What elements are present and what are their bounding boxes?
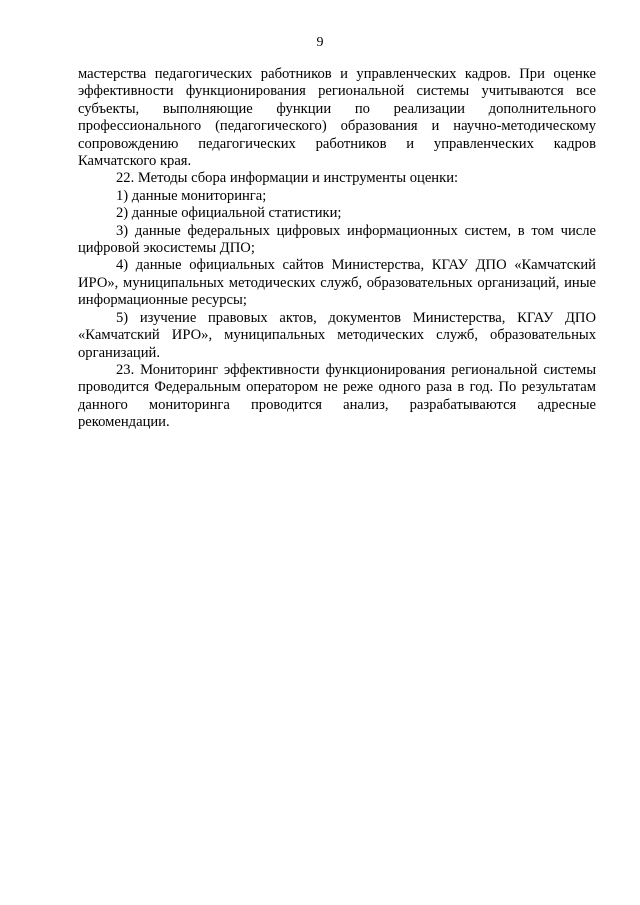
list-item-5: 5) изучение правовых актов, документов Министерства, КГАУ ДПО «Камчатский ИРО», муниципальных методических служб, образовательных организаций. <box>78 309 596 361</box>
paragraph-continuation: мастерства педагогических работников и управленческих кадров. При оценке эффективности функционирования региональной системы учитываются все субъекты, выполняющие функции по реализации дополнительного профессионального (педагогического) образования и научно-методическому сопровождению педагогических работников и управленческих кадров Камчатского края. <box>78 66 596 170</box>
page-number: 9 <box>316 35 324 50</box>
list-item-3: 3) данные федеральных цифровых информационных систем, в том числе цифровой экосистемы ДПО; <box>78 222 596 257</box>
list-item-4: 4) данные официальных сайтов Министерства, КГАУ ДПО «Камчатский ИРО», муниципальных методических служб, образовательных организаций, иные информационные ресурсы; <box>78 257 596 309</box>
paragraph-item-22: 22. Методы сбора информации и инструменты оценки: <box>116 170 459 187</box>
list-item-2: 2) данные официальной статистики; <box>116 205 342 222</box>
paragraph-item-23: 23. Мониторинг эффективности функционирования региональной системы проводится Федеральным оператором не реже одного раза в год. По результатам данного мониторинга проводится анализ, разрабатываются адресные рекомендации. <box>78 361 596 431</box>
list-item-1: 1) данные мониторинга; <box>116 187 267 204</box>
document-body <box>78 66 596 432</box>
